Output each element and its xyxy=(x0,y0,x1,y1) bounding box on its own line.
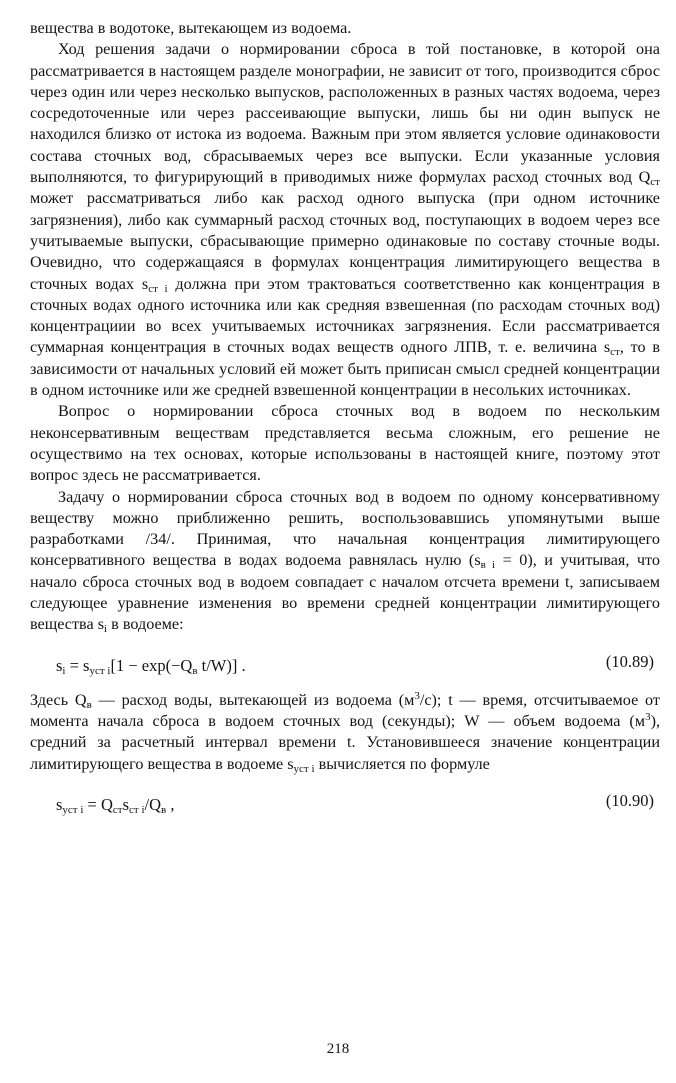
symbol: /Q xyxy=(144,794,162,814)
paragraph-solution-course xyxy=(30,39,660,401)
symbol: s xyxy=(56,655,63,675)
text-run: в водоеме: xyxy=(107,615,184,634)
text-run: вычисляется по формуле xyxy=(314,754,490,773)
page-content xyxy=(30,18,660,829)
symbol: t/W)] . xyxy=(197,655,246,675)
text-run: Ход решения задачи о нормировании сброса в той постановке, в которой она рассматривается в настоящем разделе монографии, не зависит от того, производится сброс через один или через несколько выпусков, расположенных в разных частях водоема, через сосредоточенные или через рассеивающие выпуски, лишь бы ни один выпуск не находился близко от истока из водоема. Важным при этом является условие одинаковости состава сточных вод, сбрасываемых через все выпуски. Если указанные условия выполняются, то фигурирующий в приводимых ниже формулах расход сточных вод Q xyxy=(30,40,660,187)
symbol: [1 − exp(−Q xyxy=(110,655,193,675)
formula-10-90 xyxy=(30,785,660,829)
symbol: = Q xyxy=(83,794,113,814)
paragraph-continuation xyxy=(30,18,660,39)
formula-expression xyxy=(56,656,246,676)
page-number: 218 xyxy=(326,1041,350,1057)
subscript: ст i xyxy=(129,803,145,816)
text-run: — расход воды, вытекающей из водоема (м xyxy=(91,690,415,709)
subscript: ст xyxy=(650,176,660,189)
text-run: Здесь Q xyxy=(30,690,87,709)
subscript: ст i xyxy=(148,282,168,295)
text-run: вещества в водотоке, вытекающем из водоема. xyxy=(30,19,352,37)
text-run: , то в зависимости от начальных условий ей может быть приписан смысл средней концентрации в одном источнике или же средней взвешенной концентрации в несольких источниках. xyxy=(30,338,660,400)
text-run: = 0), и учитывая, что начало сброса сточных вод в водоем совпадает с началом отсчета времени t, записываем следующее уравнение изменения во времени средней концентрации лимитирующего вещества s xyxy=(30,551,661,634)
subscript: уст i xyxy=(62,803,84,816)
paragraph-definitions xyxy=(30,690,660,775)
text-run: ), средний за расчетный интервал времени t. Установившееся значение концентрации лимитирующего вещества в водоеме s xyxy=(30,711,660,773)
text-run: может рассматриваться либо как расход одного выпуска (при одном источнике загрязнения), либо как суммарный расход сточных вод, поступающих в водоем через все учитываемые выпуски, сбрасывающие примерно одинаковые по составу сточные воды. Очевидно, что содержащаяся в формулах концентрация лимитирующего вещества в сточных водах s xyxy=(30,189,660,293)
subscript: в xyxy=(161,803,167,816)
text-run: Вопрос о нормировании сброса сточных вод в водоем по нескольким неконсервативным веществам представляется весьма сложным, его решение не осуществимо на тех основах, которые использованы в настоящей книге, поэтому этот вопрос здесь не рассматривается. xyxy=(30,402,660,485)
paragraph-conservative-task xyxy=(30,487,660,636)
equation-number: (10.90) xyxy=(605,790,654,810)
paragraph-nonconservative xyxy=(30,401,660,486)
text-run: должна при этом трактоваться соответственно как концентрация в сточных водах одного источника или как средняя взвешенная (по расходам сточных вод) концентрациии во всех учитываемых источниках загрязнения. Если рассматривается суммарная концентрация в сточных водах веществ одного ЛПВ, т. е. величина s xyxy=(30,274,661,357)
subscript: i xyxy=(62,664,66,677)
text-run: Задачу о нормировании сброса сточных вод в водоем по одному консервативному веществу можно приближенно решить, воспользовавшись упомянутыми выше разработками /34/. Принимая, что начальная концентрация лимитирующего консервативного вещества в водах водоема равнялась нулю (s xyxy=(30,487,660,570)
subscript: уст i xyxy=(293,762,315,775)
subscript: в xyxy=(192,664,198,677)
symbol: , xyxy=(166,794,175,814)
equation-number: (10.89) xyxy=(605,651,654,671)
subscript: в i xyxy=(480,559,496,572)
formula-expression xyxy=(56,795,174,815)
symbol: = s xyxy=(65,655,90,675)
subscript: ст xyxy=(112,803,123,816)
subscript: i xyxy=(104,623,108,636)
symbol: s xyxy=(56,794,63,814)
text-run: /с); t — время, отсчитываемое от момента начала сброса в водоем сточных вод (секунды); W — объем водоема (м xyxy=(30,690,661,730)
formula-10-89 xyxy=(30,646,660,690)
subscript: уст i xyxy=(89,664,111,677)
superscript: 3 xyxy=(645,710,651,723)
symbol: s xyxy=(122,794,130,814)
subscript: ст xyxy=(610,346,620,359)
superscript: 3 xyxy=(414,689,420,702)
subscript: в xyxy=(86,698,92,711)
